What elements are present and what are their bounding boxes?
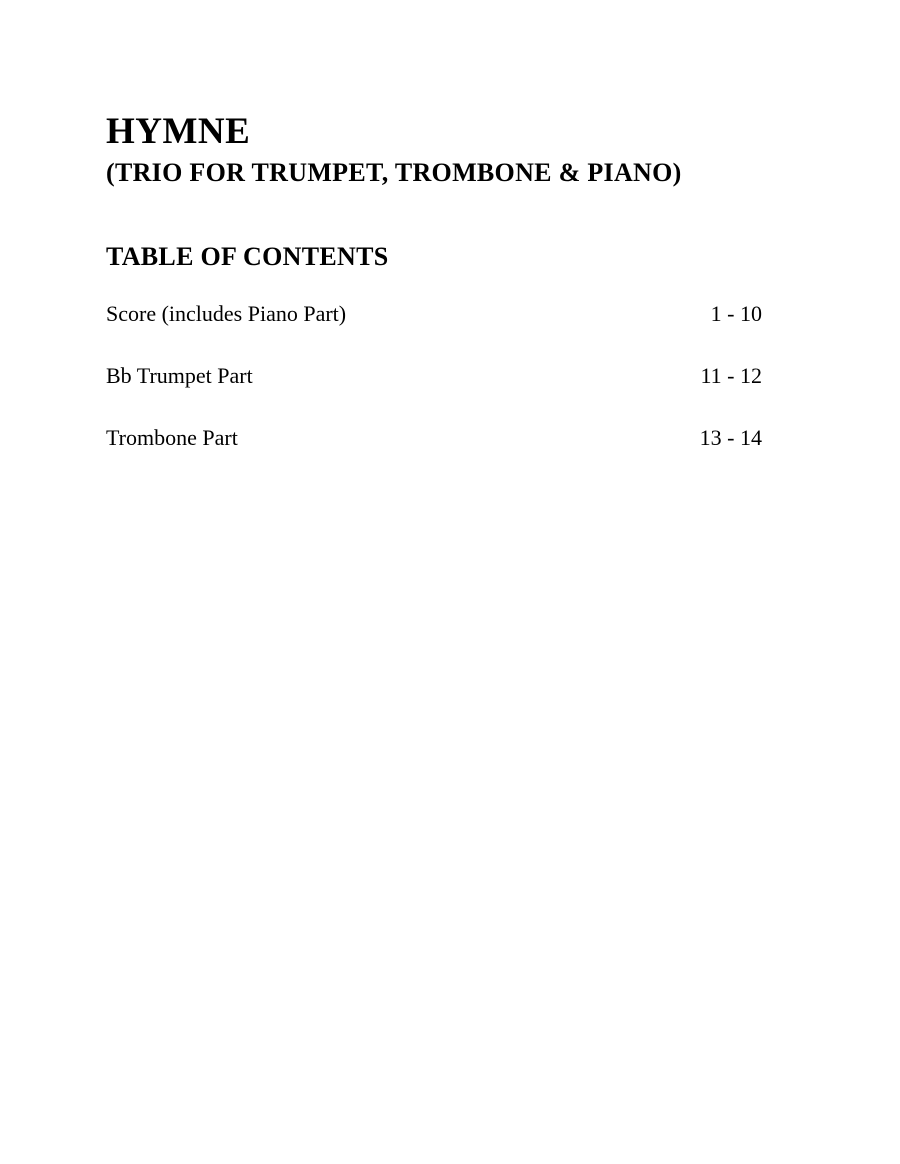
- page-title: HYMNE: [106, 111, 251, 152]
- toc-entry: [106, 360, 762, 422]
- toc-entry-pages: 11 - 12: [700, 363, 762, 388]
- toc-entry-label: Bb Trumpet Part: [106, 363, 253, 388]
- toc-entry: [106, 298, 762, 360]
- toc-entry-label: Score (includes Piano Part): [106, 301, 347, 326]
- toc-heading: TABLE OF CONTENTS: [106, 242, 389, 271]
- toc-list: [106, 298, 762, 484]
- toc-entry-pages: 13 - 14: [699, 425, 762, 450]
- toc-entry-label: Trombone Part: [106, 425, 238, 450]
- toc-entry-pages: 1 - 10: [710, 301, 762, 326]
- page-subtitle: (TRIO FOR TRUMPET, TROMBONE & PIANO): [106, 158, 682, 187]
- toc-entry: [106, 422, 762, 484]
